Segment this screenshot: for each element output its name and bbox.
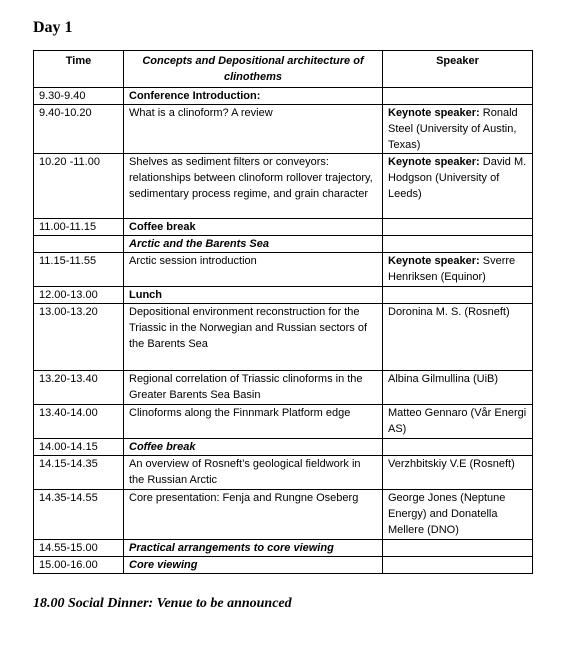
table-row xyxy=(34,405,533,439)
row-time: 14.35-14.55 xyxy=(34,490,124,540)
row-time: 13.20-13.40 xyxy=(34,371,124,405)
row-speaker xyxy=(383,287,533,304)
table-row xyxy=(34,557,533,574)
row-speaker: George Jones (Neptune Energy) and Donatella Mellere (DNO) xyxy=(383,490,533,540)
row-topic: Conference Introduction: xyxy=(124,88,383,105)
row-speaker xyxy=(383,540,533,557)
table-row xyxy=(34,304,533,371)
row-time: 11.00-11.15 xyxy=(34,219,124,236)
row-topic: Coffee break xyxy=(124,219,383,236)
table-row xyxy=(34,253,533,287)
row-topic: Arctic session introduction xyxy=(124,253,383,287)
row-speaker xyxy=(383,219,533,236)
row-time: 13.00-13.20 xyxy=(34,304,124,371)
row-speaker xyxy=(383,236,533,253)
header-time: Time xyxy=(34,51,124,88)
table-row xyxy=(34,371,533,405)
row-time: 14.15-14.35 xyxy=(34,456,124,490)
row-time: 9.30-9.40 xyxy=(34,88,124,105)
row-speaker: Matteo Gennaro (Vår Energi AS) xyxy=(383,405,533,439)
keynote-label: Keynote speaker: xyxy=(388,156,480,168)
row-topic: Core viewing xyxy=(124,557,383,574)
keynote-label: Keynote speaker: xyxy=(388,107,480,119)
row-time: 15.00-16.00 xyxy=(34,557,124,574)
row-time: 14.55-15.00 xyxy=(34,540,124,557)
day-title: Day 1 xyxy=(33,19,73,36)
row-topic: Coffee break xyxy=(124,439,383,456)
row-topic: Regional correlation of Triassic clinoforms in the Greater Barents Sea Basin xyxy=(124,371,383,405)
row-time: 12.00-13.00 xyxy=(34,287,124,304)
header-speaker: Speaker xyxy=(383,51,533,88)
row-speaker: Verzhbitskiy V.E (Rosneft) xyxy=(383,456,533,490)
schedule-rows xyxy=(34,88,533,574)
row-speaker: Keynote speaker: Sverre Henriksen (Equinor) xyxy=(383,253,533,287)
row-speaker: Doronina M. S. (Rosneft) xyxy=(383,304,533,371)
row-speaker: Keynote speaker: Ronald Steel (University of Austin, Texas) xyxy=(383,105,533,154)
row-time: 11.15-11.55 xyxy=(34,253,124,287)
row-speaker xyxy=(383,557,533,574)
table-row xyxy=(34,219,533,236)
row-speaker: Keynote speaker: David M. Hodgson (University of Leeds) xyxy=(383,154,533,219)
row-topic: Arctic and the Barents Sea xyxy=(124,236,383,253)
social-dinner-note: 18.00 Social Dinner: Venue to be announced xyxy=(33,596,292,611)
row-topic: Shelves as sediment filters or conveyors: relationships between clinoform rollover trajectory, sedimentary process regime, and grain character xyxy=(124,154,383,219)
row-topic: Clinoforms along the Finnmark Platform edge xyxy=(124,405,383,439)
row-speaker xyxy=(383,439,533,456)
table-row xyxy=(34,154,533,219)
row-speaker: Albina Gilmullina (UiB) xyxy=(383,371,533,405)
row-topic: Practical arrangements to core viewing xyxy=(124,540,383,557)
table-row xyxy=(34,236,533,253)
row-topic: Core presentation: Fenja and Rungne Oseberg xyxy=(124,490,383,540)
table-row xyxy=(34,456,533,490)
row-speaker xyxy=(383,88,533,105)
row-time: 13.40-14.00 xyxy=(34,405,124,439)
table-row xyxy=(34,490,533,540)
table-header-row xyxy=(34,51,533,88)
row-topic: An overview of Rosneft’s geological fieldwork in the Russian Arctic xyxy=(124,456,383,490)
table-row xyxy=(34,540,533,557)
table-row xyxy=(34,287,533,304)
table-row xyxy=(34,105,533,154)
row-topic: What is a clinoform? A review xyxy=(124,105,383,154)
row-time xyxy=(34,236,124,253)
header-concepts: Concepts and Depositional architecture of clinothems xyxy=(124,51,383,88)
row-time: 9.40-10.20 xyxy=(34,105,124,154)
schedule-table xyxy=(33,50,533,574)
table-row xyxy=(34,88,533,105)
row-topic: Lunch xyxy=(124,287,383,304)
row-topic: Depositional environment reconstruction for the Triassic in the Norwegian and Russian sectors of the Barents Sea xyxy=(124,304,383,371)
table-row xyxy=(34,439,533,456)
row-time: 10.20 -11.00 xyxy=(34,154,124,219)
row-time: 14.00-14.15 xyxy=(34,439,124,456)
keynote-label: Keynote speaker: xyxy=(388,255,480,267)
